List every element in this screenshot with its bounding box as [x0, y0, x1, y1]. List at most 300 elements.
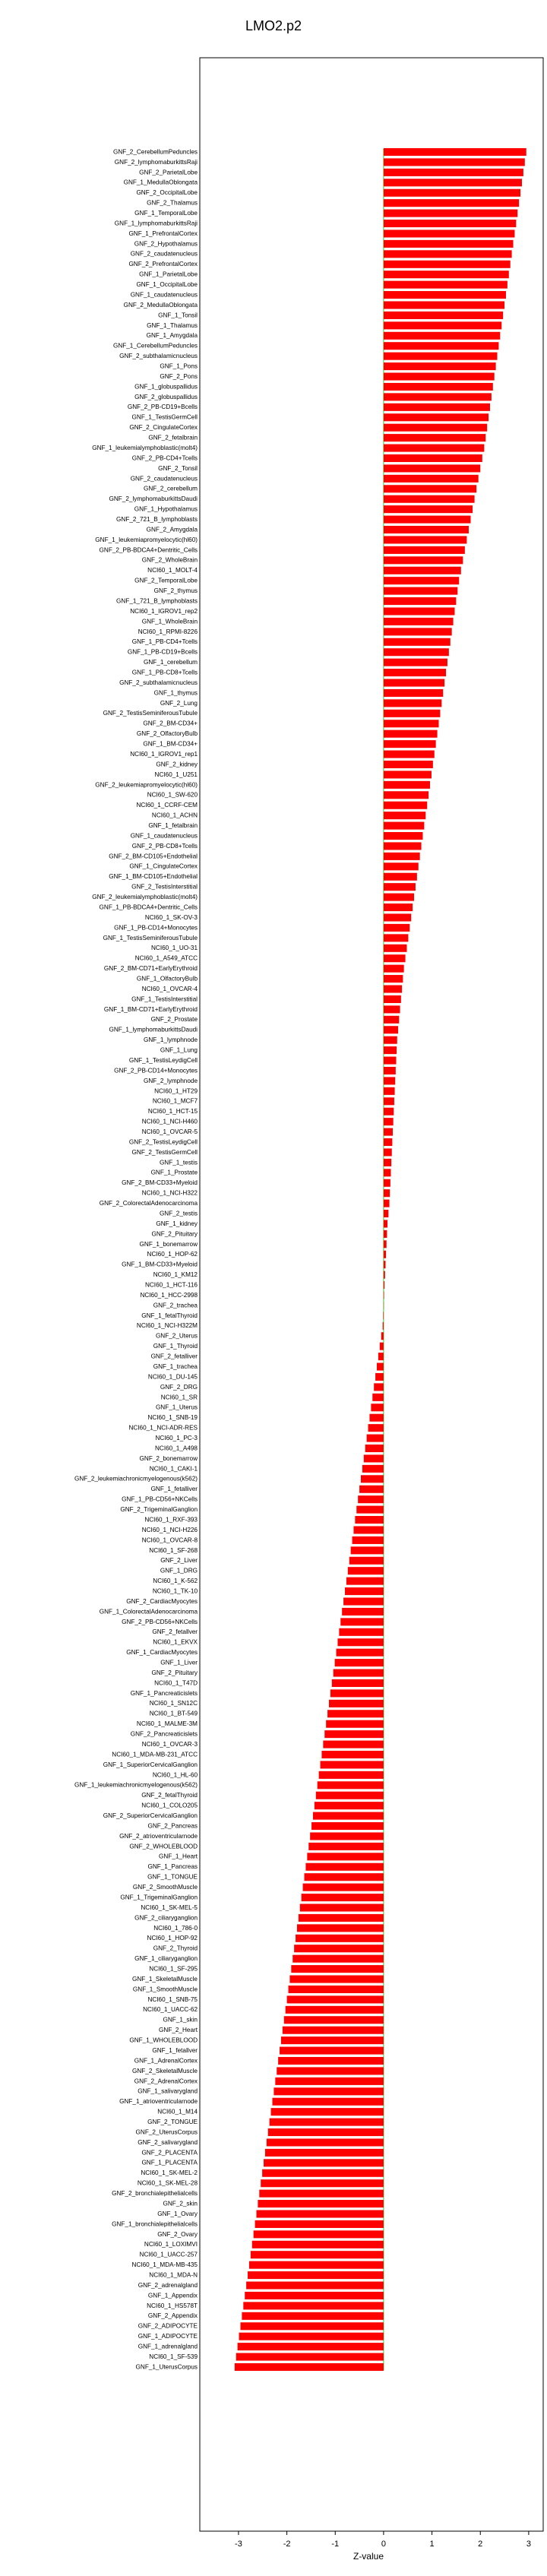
category-label: GNF_1_cerebellum [144, 659, 198, 666]
category-label: GNF_2_CerebellumPeduncles [112, 148, 198, 156]
bar [321, 1761, 384, 1768]
category-label: GNF_2_TONGUE [147, 2119, 198, 2125]
bar [384, 179, 522, 186]
bar [384, 618, 454, 625]
category-label: GNF_2_lymphomaburkittsRaji [114, 158, 198, 166]
bar [384, 454, 482, 462]
bar [384, 628, 452, 635]
bar [384, 740, 436, 748]
category-label: GNF_2_leukemialymphoblastic(molt4) [92, 894, 198, 901]
bar [251, 2251, 384, 2258]
category-label: NCI60_1_OVCAR-8 [141, 1536, 198, 1544]
bar [377, 1363, 384, 1371]
category-label: GNF_1_Tonsil [158, 312, 198, 319]
category-label: GNF_2_AdrenalCortex [134, 2078, 198, 2085]
category-label: GNF_2_Hypothalamus [134, 240, 198, 248]
bar [367, 1435, 384, 1442]
category-label: GNF_2_Uterus [155, 1332, 198, 1340]
category-label: GNF_1_TestisLeydigCell [128, 1056, 198, 1064]
category-label: GNF_1_OlfactoryBulb [136, 975, 198, 983]
category-label: GNF_2_caudatenucleus [130, 475, 198, 483]
category-label: GNF_2_PB-CD56+NKCells [122, 1618, 198, 1625]
bar [319, 1771, 384, 1779]
bar [289, 1986, 384, 1993]
bar [252, 2241, 384, 2248]
bar [384, 802, 427, 809]
bar [337, 1638, 383, 1646]
bar [384, 169, 523, 176]
category-label: GNF_2_Lung [160, 699, 198, 707]
bar [384, 883, 416, 891]
bar [384, 679, 444, 686]
bar [353, 1526, 383, 1533]
bar [384, 1005, 400, 1013]
bar [384, 1046, 397, 1054]
bar [343, 1597, 384, 1605]
category-label: NCI60_1_M14 [157, 2108, 198, 2116]
bar [384, 771, 432, 778]
bar [384, 556, 463, 564]
bar [374, 1383, 384, 1391]
category-label: GNF_1_fetalbrain [148, 821, 198, 829]
category-label: GNF_2_MedullaOblongata [123, 301, 198, 309]
bar [361, 1475, 384, 1483]
bar [384, 945, 407, 952]
bar [329, 1700, 384, 1707]
category-label: GNF_2_BM-CD33+Myeloid [122, 1179, 198, 1187]
bar [381, 1332, 384, 1340]
category-label: NCI60_1_OVCAR-5 [141, 1128, 198, 1135]
bar [384, 1097, 394, 1105]
category-label: GNF_2_PB-BDCA4+Dentritic_Cells [99, 546, 198, 554]
category-label: GNF_2_ciliaryganglion [134, 1914, 198, 1922]
bar [303, 1884, 384, 1891]
bar [345, 1587, 384, 1595]
category-label: GNF_2_Pituitary [151, 1669, 198, 1676]
bar [384, 445, 484, 452]
category-label: GNF_2_atrioventricularnode [119, 1832, 198, 1840]
bar [384, 546, 465, 554]
category-label: GNF_2_TestisInterstitial [131, 883, 198, 891]
bar [384, 761, 433, 768]
category-label: GNF_2_WholeBrain [141, 556, 198, 564]
bar [384, 464, 480, 472]
category-label: GNF_1_thymus [153, 689, 198, 697]
bar [284, 2016, 384, 2024]
category-label: NCI60_1_DU-145 [147, 1373, 198, 1381]
category-label: GNF_2_ParietalLobe [139, 169, 198, 176]
bar [384, 781, 430, 789]
category-label: GNF_2_caudatenucleus [130, 250, 198, 258]
bar [265, 2149, 384, 2157]
bar [384, 312, 503, 319]
category-label: NCI60_1_T47D [154, 1679, 198, 1687]
bar [330, 1689, 384, 1697]
category-label: GNF_1_Heart [159, 1853, 198, 1860]
category-label: GNF_2_subthalamicnucleus [119, 679, 198, 686]
bar [384, 934, 408, 941]
category-label: GNF_1_PB-CD8+Tcells [131, 669, 198, 676]
bar [384, 924, 409, 932]
category-label: NCI60_1_HL-60 [152, 1771, 198, 1779]
category-label: GNF_1_TrigeminalGanglion [120, 1894, 198, 1901]
category-label: NCI60_1_MOLT-4 [147, 567, 198, 574]
bar [342, 1608, 384, 1616]
category-label: NCI60_1_SK-OV-3 [144, 913, 198, 921]
category-label: GNF_2_TemporalLobe [134, 577, 198, 584]
category-label: GNF_2_721_B_lymphoblasts [116, 515, 198, 523]
category-label: GNF_1_PrefrontalCortex [128, 229, 198, 237]
bar [378, 1353, 384, 1360]
category-label: GNF_1_ParietalLobe [139, 271, 198, 278]
category-label: NCI60_1_LOXIMVI [144, 2241, 198, 2248]
bar [384, 403, 490, 411]
bar [384, 485, 476, 492]
bar [235, 2363, 384, 2371]
category-label: NCI60_1_EKVX [153, 1638, 198, 1646]
bar [384, 1087, 395, 1095]
category-label: GNF_1_bronchialepithelialcells [112, 2220, 198, 2228]
bar [384, 393, 492, 400]
bar [384, 321, 501, 329]
category-label: NCI60_1_SK-MEL-28 [137, 2179, 198, 2187]
bar [384, 475, 479, 483]
bar [384, 271, 509, 278]
category-label: GNF_2_skin [163, 2200, 198, 2207]
category-label: GNF_2_Heart [159, 2027, 198, 2034]
x-tick-label: 3 [526, 2540, 531, 2549]
x-tick-label: -2 [283, 2540, 291, 2549]
bar [384, 1210, 388, 1217]
category-label: GNF_1_DRG [160, 1567, 198, 1574]
category-label: NCI60_1_KM12 [153, 1271, 198, 1279]
category-label: GNF_2_BM-CD34+ [143, 720, 198, 727]
bars-layer [235, 148, 526, 2371]
category-label: GNF_1_TestisSeminiferousTubule [103, 934, 198, 941]
category-label: GNF_1_Prostate [150, 1169, 198, 1176]
category-label: GNF_1_TestisGermCell [131, 413, 198, 421]
category-label: GNF_1_salivarygland [138, 2087, 198, 2095]
bar [287, 1995, 384, 2003]
category-label: GNF_2_CardiacMyocytes [126, 1597, 198, 1605]
category-label: GNF_2_Ovary [157, 2230, 198, 2238]
category-label: GNF_1_TestisInterstitial [131, 995, 198, 1003]
bar [339, 1628, 384, 1636]
category-label: NCI60_1_RPMI-8226 [138, 628, 198, 635]
category-label: GNF_1_Amygdala [146, 332, 198, 340]
category-label: GNF_2_UterusCorpus [135, 2128, 198, 2136]
category-label: GNF_1_adrenalgland [138, 2343, 198, 2350]
category-label: NCI60_1_SK-MEL-5 [141, 1904, 198, 1911]
bar [384, 720, 439, 727]
category-label: NCI60_1_OVCAR-4 [141, 985, 198, 992]
bar [369, 1414, 383, 1422]
category-label: GNF_2_salivarygland [138, 2138, 198, 2146]
category-label: GNF_2_Tonsil [158, 464, 198, 472]
category-label: GNF_1_atrioventricularnode [119, 2098, 198, 2106]
bar [384, 894, 414, 901]
bar [384, 229, 515, 237]
category-label: GNF_1_lymphomaburkittsDaudi [109, 1026, 198, 1033]
bar [384, 1200, 390, 1207]
category-label: GNF_2_bonemarrow [139, 1454, 198, 1462]
bar [384, 1026, 398, 1033]
bar [384, 669, 446, 676]
category-label: NCI60_1_MALME-3M [136, 1720, 198, 1728]
bar [294, 1945, 384, 1952]
bar [311, 1822, 384, 1830]
category-label: GNF_2_PB-CD19+Bcells [127, 403, 198, 411]
bar [384, 495, 475, 503]
category-label: GNF_2_bronchialepithelialcells [112, 2190, 198, 2198]
category-label: NCI60_1_ACHN [151, 812, 198, 819]
bar [355, 1516, 384, 1524]
bar [380, 1343, 384, 1350]
category-label: GNF_1_AdrenalCortex [134, 2057, 198, 2065]
category-label: GNF_2_Thalamus [147, 199, 198, 207]
bar [255, 2220, 384, 2228]
bar [359, 1486, 384, 1493]
bar [384, 842, 422, 850]
category-label: NCI60_1_MCF7 [152, 1097, 198, 1105]
bar [384, 505, 473, 513]
bar [384, 353, 498, 360]
category-label: GNF_2_BM-CD105+Endothelial [109, 853, 198, 860]
category-label: GNF_2_fetalbrain [148, 434, 198, 441]
category-label: GNF_2_BM-CD71+EarlyErythroid [103, 965, 198, 973]
category-label: GNF_1_BM-CD33+Myeloid [122, 1261, 198, 1268]
bar [384, 250, 512, 258]
bar [384, 1189, 390, 1197]
category-label: GNF_2_DRG [160, 1383, 198, 1391]
bar [384, 903, 413, 911]
category-label: NCI60_1_HOP-62 [147, 1251, 198, 1258]
category-label: GNF_1_globuspallidus [134, 383, 198, 391]
category-label: NCI60_1_COLO205 [141, 1802, 198, 1809]
bar [384, 954, 406, 962]
bar [310, 1832, 384, 1840]
bar [318, 1781, 384, 1789]
bar [259, 2190, 384, 2198]
bar [384, 1169, 391, 1176]
category-label: GNF_1_ADIPOCYTE [138, 2333, 198, 2340]
category-label: NCI60_1_SNB-75 [147, 1995, 198, 2003]
category-label: GNF_1_UterusCorpus [135, 2363, 198, 2371]
bar [384, 587, 457, 595]
bar [383, 1312, 384, 1319]
category-label: NCI60_1_A549_ATCC [134, 954, 198, 962]
category-label: GNF_2_SuperiorCervicalGanglion [103, 1812, 198, 1820]
category-label: GNF_1_testis [159, 1159, 198, 1166]
category-label: NCI60_1_IGROV1_rep2 [130, 607, 198, 615]
bar [275, 2078, 384, 2085]
category-label: GNF_1_Uterus [155, 1404, 198, 1411]
bar [358, 1495, 384, 1503]
category-label: GNF_1_CardiacMyocytes [126, 1649, 198, 1657]
bar [261, 2179, 384, 2187]
category-label: GNF_2_adrenalgland [138, 2281, 198, 2289]
category-label: GNF_1_WHOLEBLOOD [129, 2036, 198, 2044]
category-label: GNF_1_leukemiapromyelocytic(hl60) [95, 536, 198, 543]
bar [384, 434, 485, 441]
category-label: GNF_1_PLACENTA [141, 2159, 198, 2166]
bar [297, 1924, 384, 1932]
category-label: NCI60_1_K-562 [153, 1578, 198, 1585]
bar [384, 1220, 387, 1227]
category-label: GNF_2_leukemiapromyelocytic(hl60) [95, 781, 198, 789]
category-label: GNF_1_leukemialymphoblastic(molt4) [92, 444, 198, 451]
category-label: GNF_2_OccipitalLobe [136, 189, 198, 197]
bar [245, 2292, 384, 2299]
category-label: GNF_2_Liver [160, 1557, 198, 1565]
bar [384, 832, 423, 840]
category-label: GNF_2_PrefrontalCortex [128, 261, 198, 268]
category-label: GNF_1_Hypothalamus [134, 505, 198, 513]
category-label: GNF_2_SkeletalMuscle [131, 2067, 198, 2074]
category-label: GNF_2_globuspallidus [134, 393, 198, 400]
category-label: GNF_1_721_B_lymphoblasts [116, 597, 198, 605]
bar [340, 1618, 384, 1625]
bar [365, 1445, 384, 1452]
x-tick-label: -3 [235, 2540, 242, 2549]
bar [384, 1077, 395, 1084]
bar [254, 2230, 384, 2238]
category-label: NCI60_1_NCI-ADR-RES [128, 1424, 198, 1432]
x-axis-label: Z-value [353, 2551, 384, 2562]
bar [384, 301, 504, 309]
bar [249, 2261, 384, 2269]
category-label: GNF_1_TemporalLobe [134, 210, 198, 217]
bar [384, 424, 487, 432]
category-label: NCI60_1_UACC-257 [139, 2251, 198, 2258]
category-label: GNF_1_CingulateCortex [129, 862, 198, 870]
category-label: NCI60_1_MDA-MB-435 [131, 2261, 198, 2269]
category-label: GNF_2_TestisLeydigCell [128, 1138, 198, 1146]
category-label: GNF_2_fetallver [152, 1628, 198, 1636]
category-label: GNF_1_fetalThyroid [141, 1312, 198, 1319]
category-label: NCI60_1_MDA-N [149, 2271, 198, 2279]
category-label: NCI60_1_NCI-H226 [141, 1526, 198, 1533]
bar [307, 1853, 384, 1860]
category-label: GNF_1_PB-BDCA4+Dentritic_Cells [99, 903, 198, 911]
bar [321, 1751, 383, 1758]
category-label: GNF_2_Amygdala [146, 526, 198, 533]
bar [236, 2353, 384, 2361]
bar [384, 536, 467, 543]
bar [278, 2057, 384, 2065]
category-label: NCI60_1_CAKI-1 [149, 1465, 198, 1473]
category-label: NCI60_1_786-0 [153, 1924, 198, 1932]
bar [262, 2169, 384, 2177]
bar [272, 2098, 383, 2106]
category-label: GNF_1_PB-CD4+Tcells [131, 638, 198, 646]
category-label: NCI60_1_HCT-116 [144, 1281, 198, 1289]
category-label: GNF_2_Prostate [150, 1016, 198, 1024]
category-label: GNF_1_BM-CD34+ [143, 740, 198, 748]
category-label: GNF_2_cerebellum [144, 485, 198, 492]
x-tick-label: 1 [429, 2540, 435, 2549]
bar [384, 710, 440, 717]
category-label: NCI60_1_NCI-H322M [136, 1322, 198, 1330]
x-tick-label: 0 [381, 2540, 386, 2549]
bar [384, 648, 449, 656]
bar [332, 1679, 384, 1687]
bar [292, 1955, 384, 1963]
category-label: GNF_1_Pancreas [147, 1863, 198, 1871]
category-label: GNF_1_kidney [156, 1220, 198, 1227]
bar [368, 1424, 384, 1432]
category-label: NCI60_1_UO-31 [151, 945, 198, 952]
bar [348, 1567, 384, 1574]
bar [308, 1843, 384, 1850]
category-label: GNF_1_Pancreaticislets [130, 1689, 198, 1697]
category-label: GNF_2_ColorectalAdenocarcinoma [99, 1200, 198, 1207]
bar [326, 1720, 384, 1728]
category-label: NCI60_1_HT29 [154, 1087, 198, 1095]
category-label: GNF_1_ciliaryganglion [134, 1955, 198, 1963]
category-label: GNF_1_Thalamus [147, 321, 198, 329]
category-label: GNF_1_skin [163, 2016, 198, 2024]
category-label: GNF_1_CerebellumPeduncles [112, 342, 198, 350]
bar [256, 2210, 383, 2217]
bar [384, 1179, 390, 1187]
category-label: GNF_2_CingulateCortex [129, 424, 198, 432]
category-label: GNF_1_caudatenucleus [130, 291, 198, 299]
bar [349, 1557, 384, 1565]
category-label: GNF_1_fetalliver [150, 1486, 198, 1493]
bar [364, 1454, 384, 1462]
category-label: GNF_2_PLACENTA [141, 2149, 198, 2157]
category-label: GNF_1_BM-CD71+EarlyErythroid [103, 1005, 198, 1013]
bar [384, 985, 402, 992]
category-label: GNF_1_bonemarrow [139, 1240, 198, 1248]
bar [291, 1965, 384, 1973]
category-label: NCI60_1_SNB-19 [147, 1414, 198, 1422]
bar [384, 342, 499, 350]
bar [384, 158, 525, 166]
bar [384, 689, 443, 697]
bar [384, 526, 469, 533]
bar [299, 1914, 384, 1922]
bar [384, 638, 451, 646]
category-label: NCI60_1_HS578T [147, 2302, 198, 2309]
bar [280, 2047, 384, 2055]
category-label: NCI60_1_SF-295 [149, 1965, 198, 1973]
category-label: GNF_2_trachea [153, 1302, 198, 1309]
bar [324, 1730, 384, 1738]
bar [384, 699, 441, 707]
bar [384, 975, 403, 983]
category-label: NCI60_1_SK-MEL-2 [141, 2169, 198, 2177]
bar [384, 995, 401, 1003]
bar [384, 261, 511, 268]
bar [384, 791, 428, 799]
category-label: GNF_1_Ovary [157, 2210, 198, 2217]
bar [384, 1251, 386, 1258]
category-label: GNF_1_MedullaOblongata [123, 179, 198, 186]
category-label: GNF_2_ADIPOCYTE [138, 2322, 198, 2330]
category-label: GNF_1_Liver [160, 1659, 198, 1666]
bar [351, 1546, 384, 1554]
bar [362, 1465, 384, 1473]
category-label: GNF_1_BM-CD105+Endothelial [109, 873, 198, 881]
bar [277, 2067, 384, 2074]
bar [384, 1138, 392, 1146]
category-label: GNF_1_Lung [160, 1046, 198, 1054]
bar [384, 1067, 396, 1074]
bar [323, 1741, 384, 1748]
bar [281, 2036, 384, 2044]
